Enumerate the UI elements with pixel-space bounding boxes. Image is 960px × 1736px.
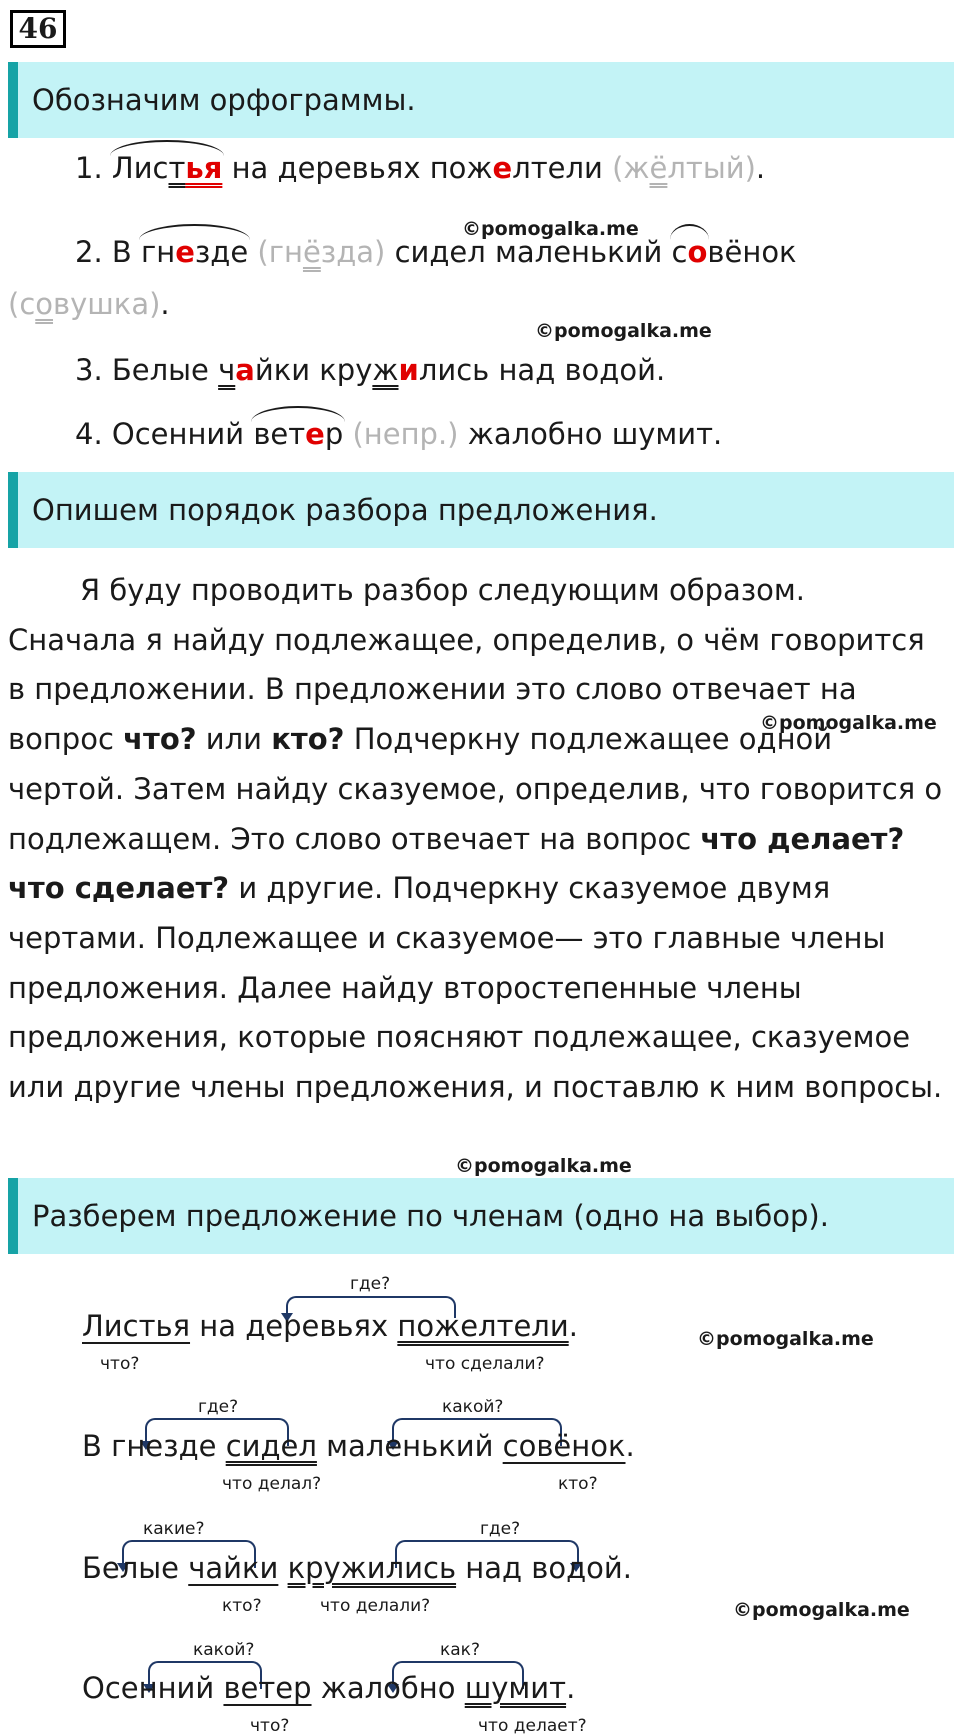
root-arc: ветер (253, 414, 343, 454)
watermark: ©pomogalka.me (535, 320, 712, 342)
spelling-sentence-3: 3. Белые чайки кружились над водой. (75, 353, 666, 387)
watermark: ©pomogalka.me (733, 1599, 910, 1621)
root-arc: со (672, 232, 708, 272)
section-header-spelling: Обозначим орфограммы. (8, 62, 954, 138)
spelling-sentence-4: 4. Осенний ветер (непр.) жалобно шумит. (75, 414, 722, 454)
watermark: ©pomogalka.me (455, 1155, 632, 1177)
subject: Листья (82, 1309, 191, 1343)
predicate: сидел (225, 1429, 317, 1463)
description-paragraph: Я буду проводить разбор следующим образом. Сначала я найду подлежащее, определив, о чём говорится в предложении. В предложении это слово отвечает на вопрос что? или кто? Подчеркну подлежащее одной чертой. Затем найду сказуемое, определив, что говорится о подлежащем. Это слово отвечает на вопрос что делает? что сделает? и другие. Подчеркну сказуемое двумя чертами. Подлежащее и сказуемое— это главные члены предложения. Далее найду второстепенные члены предложения, которые поясняют подлежащее, сказуемое или другие члены предложения, и поставлю к ним вопросы. (8, 573, 943, 1105)
spelling-sentence-1: 1. Листья на деревьях пожелтели (жёлтый). (75, 148, 765, 188)
subject: совёнок (502, 1429, 626, 1463)
watermark: ©pomogalka.me (760, 712, 937, 734)
predicate: пожелтели (397, 1309, 569, 1343)
task-number: 46 (10, 10, 66, 48)
spelling-sentence-2: 2. В гнезде (гнёзда) сидел маленький совёнок (75, 232, 797, 272)
section-header-order: Опишем порядок разбора предложения. (8, 472, 954, 548)
section-header-parse: Разберем предложение по членам (одно на выбор). (8, 1178, 954, 1254)
predicate: шумит (464, 1671, 567, 1705)
root-arc: гнезде (141, 232, 248, 272)
predicate: кружились (287, 1551, 457, 1585)
watermark: ©pomogalka.me (697, 1328, 874, 1350)
subject: ветер (223, 1671, 312, 1705)
spelling-sentence-2-cont: (совушка). (8, 287, 170, 321)
watermark: ©pomogalka.me (462, 218, 639, 240)
subject: чайки (188, 1551, 279, 1585)
root-arc: Листья (112, 148, 222, 188)
